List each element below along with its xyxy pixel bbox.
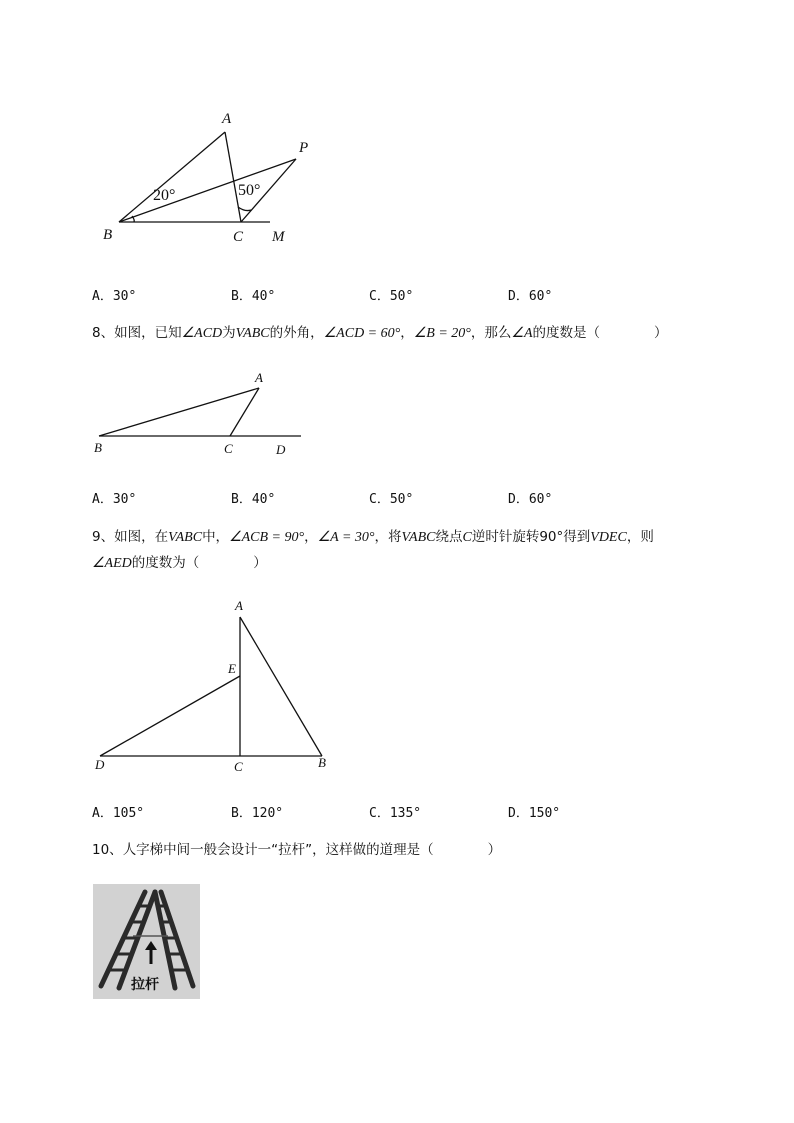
point-label-a: A: [255, 370, 263, 385]
choice-a: A．30°: [92, 492, 137, 507]
point-label-m: M: [272, 229, 285, 245]
choice-a: A．30°: [92, 289, 137, 304]
point-label-c: C: [234, 759, 243, 774]
question-number: 9、: [92, 529, 115, 545]
angle-label-b: 20°: [153, 187, 176, 204]
ladder-photo: [93, 884, 200, 999]
choice-a: A．105°: [92, 806, 145, 821]
question-text: 为: [222, 325, 236, 341]
choice-d: D．60°: [508, 492, 553, 507]
math-expr: VDEC: [590, 530, 627, 545]
choice-c: C．50°: [369, 492, 414, 507]
point-label-c: C: [224, 441, 233, 456]
question-number: 10、: [92, 842, 123, 858]
segment-de: [100, 676, 240, 756]
choice-d: D．60°: [508, 289, 553, 304]
question-text: 的度数是（ ）: [532, 325, 668, 341]
choice-c: C．135°: [369, 806, 422, 821]
point-label-p: P: [299, 140, 309, 156]
math-expr: C: [462, 530, 472, 545]
math-expr: ∠ACD = 60°: [323, 326, 401, 341]
question-text: 人字梯中间一般会设计一“拉杆”，这样做的道理是（ ）: [122, 842, 502, 858]
point-label-a: A: [222, 111, 232, 127]
point-label-d: D: [276, 442, 286, 457]
question-text: 的外角，: [269, 325, 324, 341]
point-label-c: C: [233, 229, 244, 245]
choice-b: B．120°: [231, 806, 284, 821]
point-label-a: A: [235, 598, 243, 613]
math-expr: ∠ACB = 90°: [229, 530, 305, 545]
question-text: ，那么: [470, 325, 512, 341]
photo-caption: 拉杆: [131, 977, 159, 993]
math-expr: ∠B = 20°: [413, 326, 471, 341]
point-label-d: D: [95, 757, 105, 772]
math-expr: VABC: [401, 530, 436, 545]
choice-b: B．40°: [231, 289, 276, 304]
question-text: 的度数为（ ）: [131, 555, 267, 571]
point-label-b: B: [94, 440, 102, 455]
choice-d: D．150°: [508, 806, 561, 821]
math-expr: VABC: [235, 326, 270, 341]
choice-b: B．40°: [231, 492, 276, 507]
point-label-b: B: [103, 227, 113, 243]
question-text: ，将: [374, 529, 402, 545]
math-expr: VABC: [168, 530, 203, 545]
question-text: ，: [304, 529, 318, 545]
question-text: 逆时针旋转90°得到: [471, 529, 591, 545]
question-text: 中，: [202, 529, 230, 545]
choice-c: C．50°: [369, 289, 414, 304]
question-number: 8、: [92, 325, 115, 341]
math-expr: ∠AED: [92, 556, 132, 571]
question-text: ，则: [626, 529, 654, 545]
point-label-e: E: [228, 661, 236, 676]
math-expr: ∠ACD: [181, 326, 223, 341]
angle-label-c: 50°: [238, 182, 261, 199]
question-text: 绕点: [435, 529, 463, 545]
question-text: ，: [400, 325, 414, 341]
point-label-b: B: [318, 755, 326, 770]
question-10: [92, 837, 501, 863]
question-text: 如图，已知: [114, 325, 182, 341]
segment-ab: [240, 617, 322, 756]
math-expr: ∠A = 30°: [317, 530, 375, 545]
question-text: 如图，在: [114, 529, 169, 545]
math-expr: ∠A: [511, 326, 533, 341]
